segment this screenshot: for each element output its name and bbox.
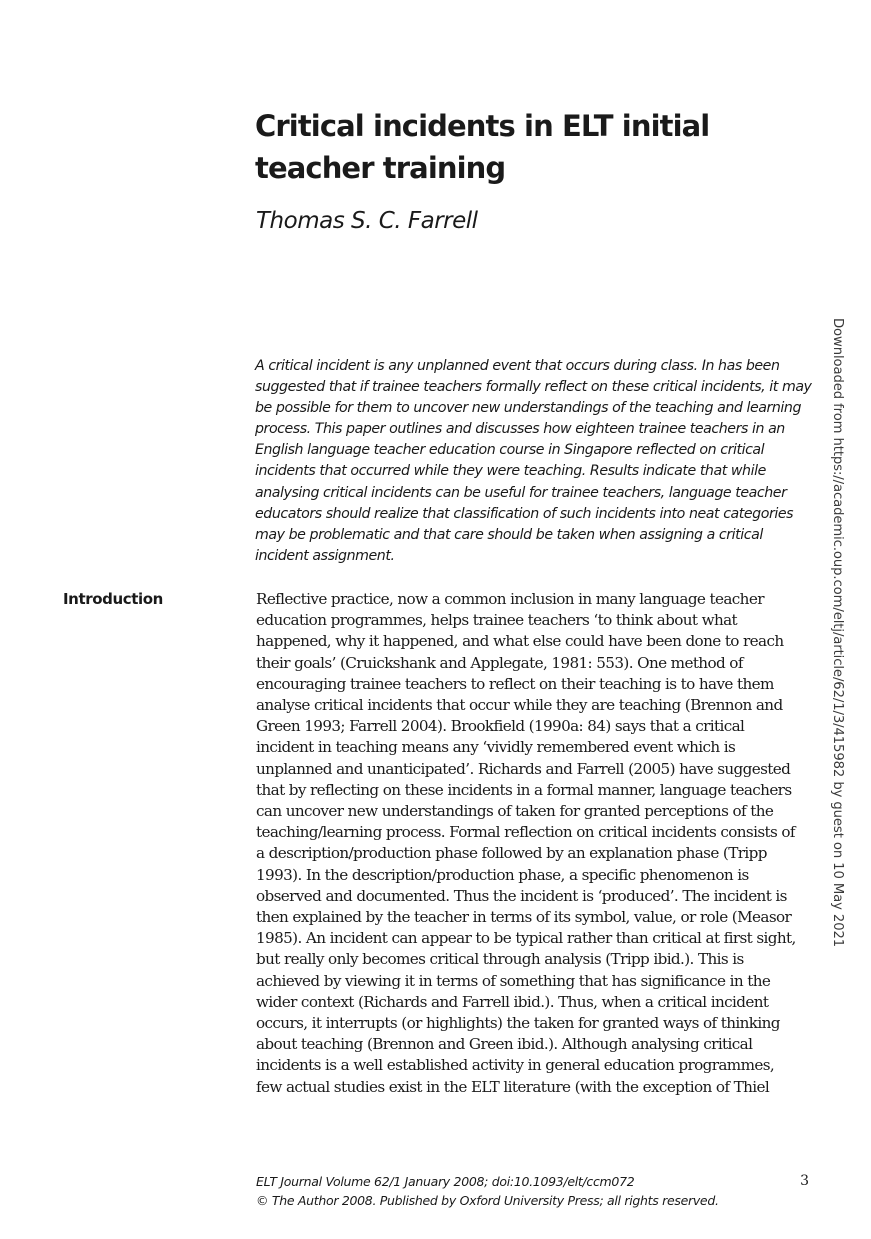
abstract-line: incident assignment. (255, 547, 395, 564)
body-line: education programmes, helps trainee teachers ‘to think about what (256, 611, 738, 630)
article-title-line: teacher training (255, 151, 506, 185)
article-title-line: Critical incidents in ELT initial (255, 109, 710, 143)
body-line: encouraging trainee teachers to reflect on their teaching is to have them (256, 674, 774, 693)
body-line: Reflective practice, now a common inclusion in many language teacher (256, 590, 764, 608)
body-line: about teaching (Brennon and Green ibid.). Although analysing critical (256, 1035, 753, 1054)
introduction-paragraph (256, 589, 816, 1098)
article-title (255, 105, 775, 189)
body-line: their goals’ (Cruickshank and Applegate, 1981: 553). One method of (256, 653, 743, 672)
body-line: observed and documented. Thus the incident is ‘produced’. The incident is (256, 886, 787, 905)
body-line: a description/production phase followed by an explanation phase (Tripp (256, 844, 767, 863)
body-line: incident in teaching means any ‘vividly remembered event which is (256, 738, 736, 757)
body-line: unplanned and unanticipated’. Richards and Farrell (2005) have suggested (256, 759, 791, 778)
body-line: wider context (Richards and Farrell ibid.). Thus, when a critical incident (256, 992, 769, 1011)
page-footer (256, 1172, 811, 1210)
body-line: occurs, it interrupts (or highlights) the taken for granted ways of thinking (256, 1014, 780, 1033)
abstract-line: may be problematic and that care should be taken when assigning a critical (255, 526, 763, 543)
author-name: Thomas S. C. Farrell (256, 208, 478, 234)
abstract-line: educators should realize that classification of such incidents into neat categories (255, 505, 794, 522)
section-heading-introduction: Introduction (63, 590, 163, 608)
body-line: 1985). An incident can appear to be typical rather than critical at first sight, (256, 929, 796, 948)
journal-citation: ELT Journal Volume 62/1 January 2008; doi:10.1093/elt/ccm072 (256, 1174, 635, 1189)
copyright-notice: © The Author 2008. Published by Oxford University Press; all rights reserved. (256, 1193, 719, 1208)
abstract-line: A critical incident is any unplanned event that occurs during class. In has been (255, 358, 780, 374)
body-line: Green 1993; Farrell 2004). Brookfield (1990a: 84) says that a critical (256, 717, 745, 736)
download-watermark: Downloaded from https://academic.oup.com/eltj/article/62/1/3/415982 by guest on 10 May 2021 (830, 318, 845, 948)
abstract-line: suggested that if trainee teachers formally reflect on these critical incidents, it may (255, 379, 812, 396)
page-number: 3 (800, 1173, 809, 1189)
body-line: that by reflecting on these incidents in a formal manner, language teachers (256, 780, 792, 799)
body-line: 1993). In the description/production phase, a specific phenomenon is (256, 865, 749, 884)
abstract (255, 356, 815, 567)
body-line: but really only becomes critical through analysis (Tripp ibid.). This is (256, 950, 744, 969)
abstract-line: process. This paper outlines and discusses how eighteen trainee teachers in an (255, 421, 785, 438)
abstract-line: incidents that occurred while they were teaching. Results indicate that while (255, 463, 766, 480)
body-line: happened, why it happened, and what else could have been done to reach (256, 632, 784, 651)
body-line: incidents is a well established activity in general education programmes, (256, 1056, 775, 1075)
abstract-line: analysing critical incidents can be useful for trainee teachers, language teacher (255, 484, 787, 501)
abstract-line: English language teacher education course in Singapore reflected on critical (255, 442, 765, 459)
body-line: then explained by the teacher in terms of its symbol, value, or role (Measor (256, 908, 792, 927)
body-line: few actual studies exist in the ELT literature (with the exception of Thiel (256, 1077, 770, 1096)
body-line: teaching/learning process. Formal reflection on critical incidents consists of (256, 823, 795, 842)
body-line: can uncover new understandings of taken for granted perceptions of the (256, 802, 774, 821)
body-line: achieved by viewing it in terms of something that has significance in the (256, 971, 771, 990)
abstract-line: be possible for them to uncover new understandings of the teaching and learning (255, 400, 802, 417)
body-line: analyse critical incidents that occur while they are teaching (Brennon and (256, 696, 783, 715)
